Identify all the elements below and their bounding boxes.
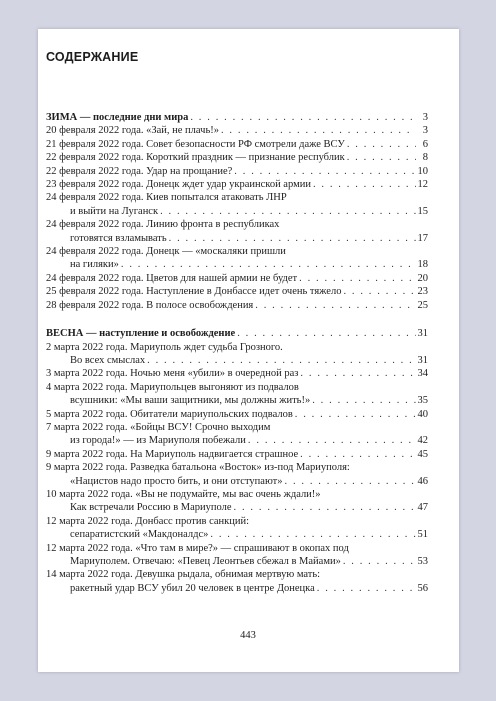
dot-leader	[317, 582, 416, 595]
entry-page: 31	[417, 354, 428, 366]
entry-page: 23	[417, 286, 428, 298]
entry-page: 42	[417, 435, 428, 447]
entry-page: 34	[417, 368, 428, 380]
entry-title: 3 марта 2022 года. Ночью меня «убили» в очередной раз	[46, 368, 299, 380]
toc-entry	[46, 285, 428, 298]
toc-entry	[46, 151, 428, 164]
toc-entry	[46, 232, 428, 245]
toc-entry	[46, 582, 428, 595]
entry-title: 28 февраля 2022 года. В полосе освобождения	[46, 299, 254, 311]
toc-entry	[46, 354, 428, 367]
dot-leader	[234, 501, 416, 514]
entry-title: 21 февраля 2022 года. Совет безопасности РФ смотрели даже ВСУ	[46, 138, 345, 150]
entry-line: 12 марта 2022 года. «Что там в мире?» — спрашивают в окопах под	[46, 542, 349, 554]
entry-title: «Нацистов надо просто бить, и они отступают»	[70, 475, 283, 487]
entry-title: Мариуполем. Отвечаю: «Певец Леонтьев сбежал в Майами»	[70, 556, 341, 567]
entry-title: 20 февраля 2022 года. «Зай, не плачь!»	[46, 125, 219, 137]
entry-page: 51	[417, 529, 428, 541]
entry-title: ракетный удар ВСУ убил 20 человек в центре Донецка	[70, 582, 315, 594]
dot-leader	[160, 205, 415, 218]
dot-leader	[312, 394, 415, 407]
entry-title: ВЕСНА — наступление и освобождение	[46, 328, 236, 340]
dot-leader	[343, 555, 416, 568]
entry-title: 5 марта 2022 года. Обитатели мариупольских подвалов	[46, 408, 293, 420]
entry-line: 14 марта 2022 года. Девушка рыдала, обнимая мертвую мать:	[46, 569, 321, 581]
entry-page: 6	[422, 138, 428, 150]
toc-entry	[46, 448, 428, 461]
entry-title: 25 февраля 2022 года. Наступление в Донбассе идет очень тяжело	[46, 286, 342, 298]
dot-leader	[121, 258, 416, 271]
entry-page: 45	[417, 448, 428, 460]
entry-line: 2 марта 2022 года. Мариуполь ждет судьба Грозного.	[46, 341, 283, 353]
toc-entry	[46, 528, 428, 541]
toc-entry	[46, 501, 428, 514]
dot-leader	[237, 327, 415, 340]
entry-line: 24 февраля 2022 года. Линию фронта в республиках	[46, 219, 280, 231]
toc-section	[46, 111, 428, 312]
toc-entry	[46, 272, 428, 285]
entry-page: 31	[417, 328, 428, 340]
entry-line: 24 февраля 2022 года. Донецк — «москаляки пришли	[46, 246, 286, 258]
entry-page: 3	[422, 112, 428, 123]
dot-leader	[347, 138, 416, 151]
dot-leader	[147, 354, 415, 367]
toc-entry	[46, 394, 428, 407]
entry-line: 4 марта 2022 года. Мариупольцев выгоняют из подвалов	[46, 381, 299, 393]
dot-leader	[299, 272, 415, 285]
section-title	[46, 327, 428, 340]
toc-entry	[46, 124, 428, 137]
entry-page: 47	[417, 502, 428, 514]
toc-entry	[46, 475, 428, 488]
toc-entry	[46, 138, 428, 151]
entry-page: 18	[417, 259, 428, 271]
entry-page: 15	[417, 205, 428, 217]
dot-leader	[300, 367, 415, 380]
entry-page: 3	[422, 125, 428, 137]
entry-title: на гиляки»	[70, 259, 119, 271]
entry-title: и выйти на Луганск	[70, 205, 159, 217]
entry-line: 24 февраля 2022 года. Киев попытался атаковать ЛНР	[46, 192, 287, 204]
entry-title: Во всех смыслах	[70, 354, 146, 366]
dot-leader	[169, 232, 416, 245]
entry-title: 23 февраля 2022 года. Донецк ждет удар украинской армии	[46, 179, 311, 191]
section-title	[46, 111, 428, 124]
entry-title: 22 февраля 2022 года. Короткий праздник — признание республик	[46, 152, 345, 164]
toc-entry	[46, 299, 428, 312]
dot-leader	[300, 448, 415, 461]
toc-entry	[46, 178, 428, 191]
entry-page: 12	[417, 179, 428, 191]
dot-leader	[255, 299, 415, 312]
entry-page: 46	[417, 475, 428, 487]
entry-page: 53	[417, 556, 428, 567]
entry-page: 40	[417, 408, 428, 420]
entry-title: готовятся взламывать	[70, 232, 167, 244]
entry-page: 25	[417, 299, 428, 311]
entry-page: 20	[417, 272, 428, 284]
toc-entry	[46, 408, 428, 421]
entry-line: 12 марта 2022 года. Донбасс против санкций:	[46, 515, 250, 527]
toc-section	[46, 327, 428, 595]
toc-entry	[46, 434, 428, 447]
entry-title: 24 февраля 2022 года. Цветов для нашей армии не будет	[46, 272, 298, 284]
entry-title: из города!» — из Мариуполя побежали	[70, 435, 246, 447]
dot-leader	[313, 178, 416, 191]
entry-page: 10	[417, 165, 428, 177]
dot-leader	[234, 165, 415, 178]
entry-title: сепаратистский «Макдоналдс»	[70, 529, 209, 541]
page-number: 443	[240, 630, 256, 641]
toc-entry	[46, 165, 428, 178]
entry-title: Как встречали Россию в Мариуполе	[70, 502, 232, 514]
entry-line: 10 марта 2022 года. «Вы не подумайте, мы вас очень ждали!»	[46, 488, 321, 500]
dot-leader	[248, 434, 416, 447]
entry-page: 35	[417, 395, 428, 407]
entry-line: 7 марта 2022 года. «Бойцы ВСУ! Срочно выходим	[46, 421, 271, 433]
entry-title: ЗИМА — последние дни мира	[46, 112, 189, 123]
entry-page: 8	[422, 152, 428, 164]
dot-leader	[343, 285, 415, 298]
entry-page: 56	[417, 582, 428, 594]
dot-leader	[190, 111, 416, 124]
toc-entry	[46, 258, 428, 271]
dot-leader	[347, 151, 416, 164]
entry-title: всушники: «Мы ваши защитники, мы должны жить!»	[70, 395, 311, 407]
toc-entry	[46, 367, 428, 380]
dot-leader	[295, 408, 416, 421]
dot-leader	[210, 528, 415, 541]
entry-line: 9 марта 2022 года. Разведка батальона «Восток» из-под Мариуполя:	[46, 462, 350, 474]
table-of-contents	[46, 111, 428, 595]
entry-title: 22 февраля 2022 года. Удар на прощание?	[46, 165, 233, 177]
entry-page: 17	[417, 232, 428, 244]
dot-leader	[221, 124, 416, 137]
toc-heading: СОДЕРЖАНИЕ	[46, 50, 139, 64]
toc-entry	[46, 205, 428, 218]
toc-entry	[46, 555, 428, 568]
entry-title: 9 марта 2022 года. На Мариуполь надвигается страшное	[46, 448, 299, 460]
dot-leader	[285, 475, 416, 488]
